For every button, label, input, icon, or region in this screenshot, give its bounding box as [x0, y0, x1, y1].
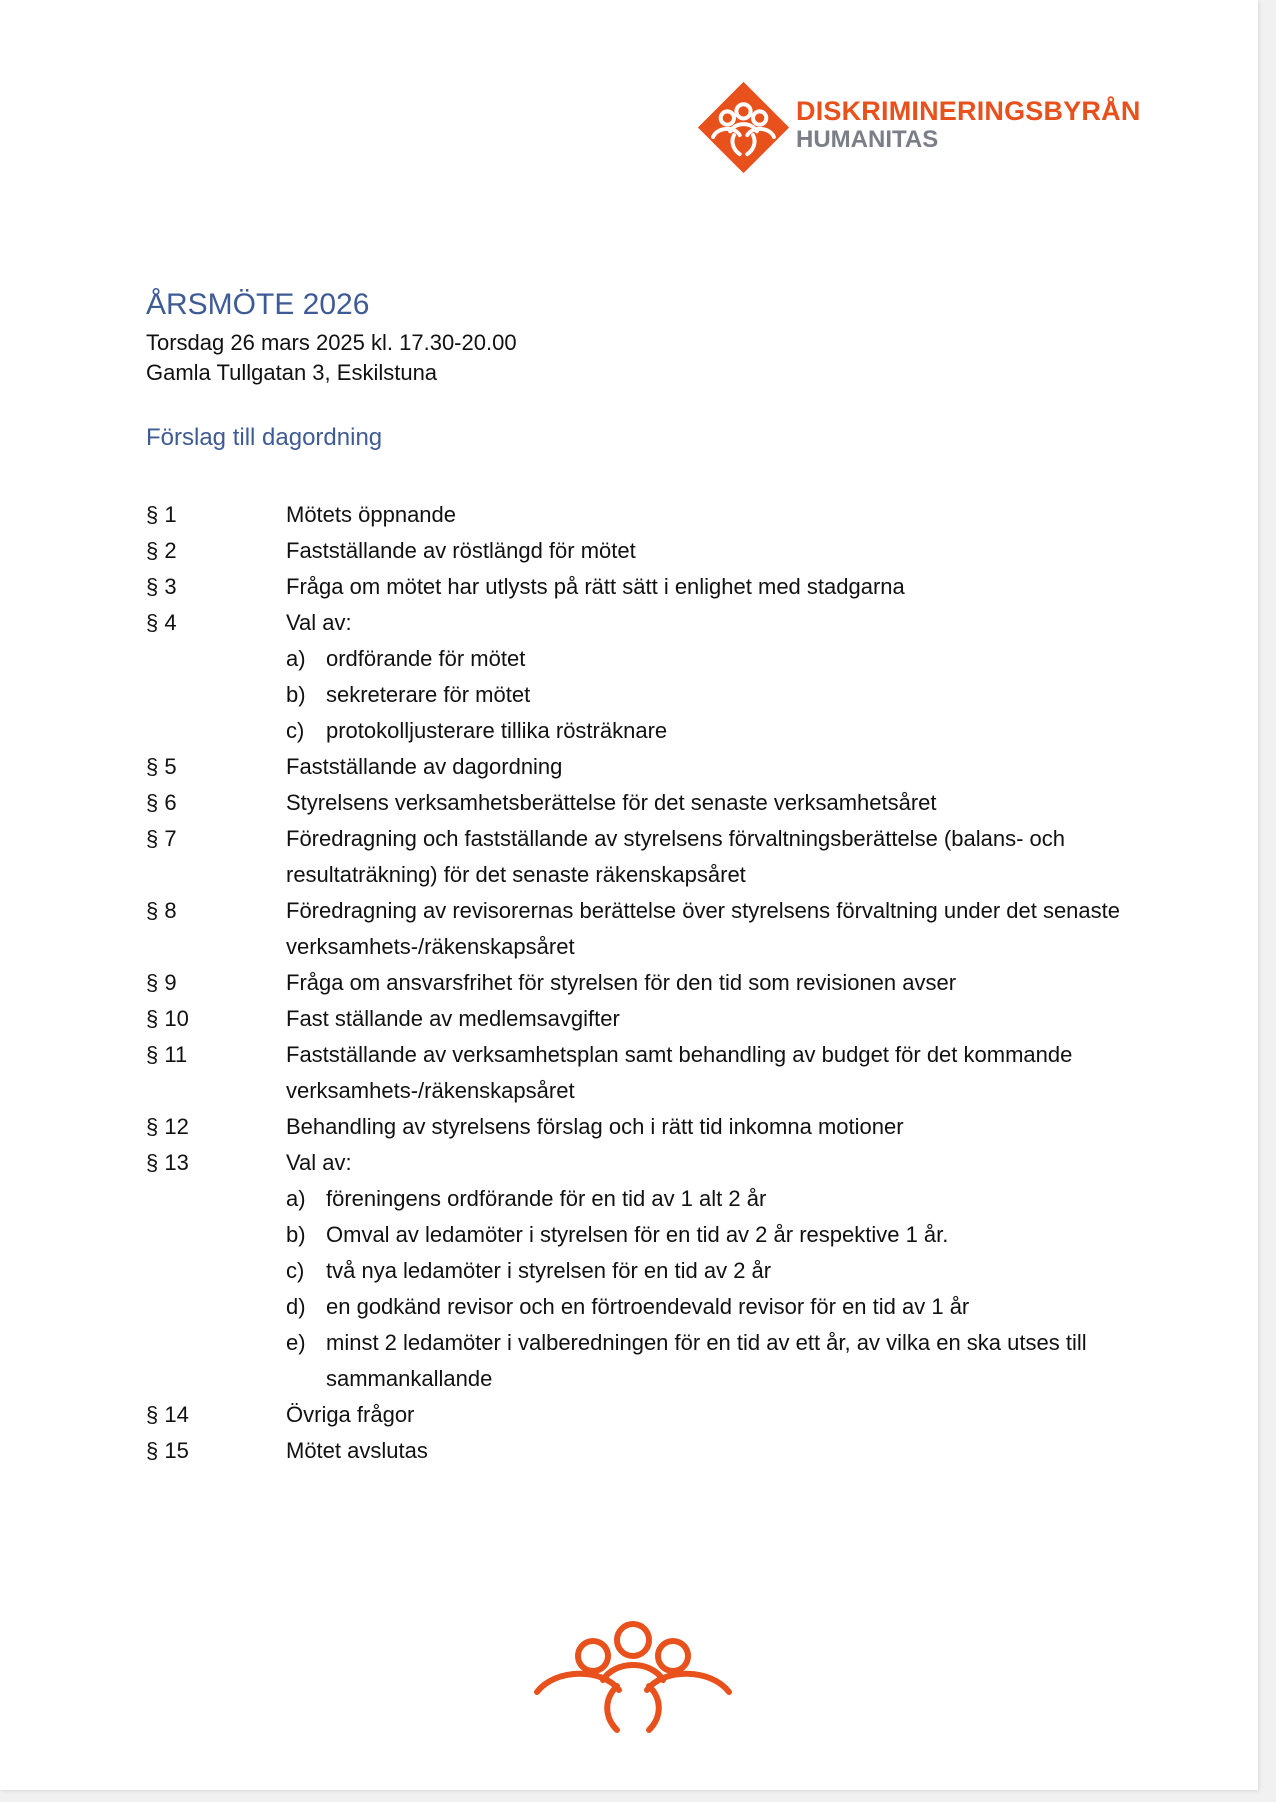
- agenda-item: [146, 821, 1126, 893]
- document-title: ÅRSMÖTE 2026: [146, 288, 370, 321]
- agenda-item: [146, 569, 1126, 605]
- subitem-text: protokolljusterare tillika rösträknare: [326, 718, 668, 743]
- subitem-letter: b): [286, 1222, 306, 1247]
- logo-people-icon: [696, 80, 791, 175]
- subitem-text: minst 2 ledamöter i valberedningen för en tid av ett år, av vilka en ska utses till sammankallande: [326, 1330, 1087, 1391]
- logo-name-line2: HUMANITAS: [796, 126, 939, 153]
- subitem-text: Omval av ledamöter i styrelsen för en tid av 2 år respektive 1 år.: [326, 1222, 949, 1247]
- agenda-item: [146, 1397, 1126, 1433]
- agenda-heading: Förslag till dagordning: [146, 424, 383, 451]
- agenda-number: § 10: [146, 1006, 189, 1031]
- subitem-letter: a): [286, 1186, 306, 1211]
- subitem-text: föreningens ordförande för en tid av 1 alt 2 år: [326, 1186, 767, 1211]
- agenda-subitem: [146, 1253, 1126, 1289]
- agenda-number: § 14: [146, 1402, 189, 1427]
- agenda-item: [146, 785, 1126, 821]
- organization-logo: [696, 80, 1141, 175]
- agenda-subitem: [146, 1289, 1126, 1325]
- agenda-text: Föredragning av revisorernas berättelse över styrelsens förvaltning under det senaste verksamhets-/räkenskapsåret: [286, 898, 1121, 959]
- agenda-subitem: [146, 1217, 1126, 1253]
- agenda-text: Fråga om ansvarsfrihet för styrelsen för den tid som revisionen avser: [286, 970, 957, 995]
- meeting-address: Gamla Tullgatan 3, Eskilstuna: [146, 360, 438, 385]
- subitem-letter: a): [286, 646, 306, 671]
- logo-name-line1: DISKRIMINERINGSBYRÅN: [796, 96, 1141, 126]
- agenda-text: Styrelsens verksamhetsberättelse för det senaste verksamhetsåret: [286, 790, 937, 815]
- agenda-text: Val av:: [286, 1150, 352, 1175]
- agenda-number: § 7: [146, 826, 177, 851]
- agenda-item: [146, 965, 1126, 1001]
- agenda-text: Övriga frågor: [286, 1402, 415, 1427]
- agenda-list: [146, 497, 1126, 1469]
- agenda-number: § 15: [146, 1438, 189, 1463]
- subitem-letter: c): [286, 718, 305, 743]
- agenda-number: § 8: [146, 898, 177, 923]
- agenda-item: [146, 533, 1126, 569]
- agenda-item: [146, 1145, 1126, 1181]
- agenda-item: [146, 749, 1126, 785]
- agenda-item: [146, 1433, 1126, 1469]
- agenda-text: Fastställande av röstlängd för mötet: [286, 538, 636, 563]
- agenda-number: § 11: [146, 1042, 188, 1067]
- agenda-text: Fråga om mötet har utlysts på rätt sätt i enlighet med stadgarna: [286, 574, 905, 599]
- agenda-subitem: [146, 1181, 1126, 1217]
- subitem-letter: d): [286, 1294, 306, 1319]
- agenda-text: Fastställande av verksamhetsplan samt behandling av budget för det kommande verksamhets-/räkenskapsåret: [286, 1042, 1073, 1103]
- agenda-text: Fastställande av dagordning: [286, 754, 563, 779]
- agenda-text: Mötet avslutas: [286, 1438, 428, 1463]
- agenda-subitem: [146, 641, 1126, 677]
- subitem-letter: c): [286, 1258, 305, 1283]
- agenda-text: Föredragning och fastställande av styrelsens förvaltningsberättelse (balans- och resultaträkning) för det senaste räkenskapsåret: [286, 826, 1065, 887]
- agenda-item: [146, 497, 1126, 533]
- agenda-number: § 4: [146, 610, 177, 635]
- agenda-text: Mötets öppnande: [286, 502, 457, 527]
- subitem-text: ordförande för mötet: [326, 646, 526, 671]
- agenda-subitem: [146, 677, 1126, 713]
- agenda-number: § 2: [146, 538, 177, 563]
- agenda-item: [146, 1037, 1126, 1109]
- agenda-number: § 5: [146, 754, 177, 779]
- agenda-number: § 6: [146, 790, 177, 815]
- agenda-text: Val av:: [286, 610, 352, 635]
- agenda-item: [146, 1109, 1126, 1145]
- agenda-text: Behandling av styrelsens förslag och i rätt tid inkomna motioner: [286, 1114, 904, 1139]
- subitem-text: en godkänd revisor och en förtroendevald revisor för en tid av 1 år: [326, 1294, 970, 1319]
- meeting-details: [146, 328, 517, 388]
- agenda-item: [146, 893, 1126, 965]
- agenda-item: [146, 1001, 1126, 1037]
- subitem-letter: e): [286, 1330, 306, 1355]
- agenda-number: § 3: [146, 574, 177, 599]
- footer-people-icon: [533, 1618, 733, 1738]
- agenda-text: Fast ställande av medlemsavgifter: [286, 1006, 620, 1031]
- agenda-number: § 12: [146, 1114, 189, 1139]
- agenda-subitem: [146, 1325, 1126, 1397]
- agenda-subitem: [146, 713, 1126, 749]
- agenda-number: § 13: [146, 1150, 189, 1175]
- agenda-number: § 1: [146, 502, 177, 527]
- agenda-number: § 9: [146, 970, 177, 995]
- subitem-text: sekreterare för mötet: [326, 682, 531, 707]
- agenda-item: [146, 605, 1126, 641]
- subitem-letter: b): [286, 682, 306, 707]
- subitem-text: två nya ledamöter i styrelsen för en tid av 2 år: [326, 1258, 772, 1283]
- meeting-date: Torsdag 26 mars 2025 kl. 17.30-20.00: [146, 330, 517, 355]
